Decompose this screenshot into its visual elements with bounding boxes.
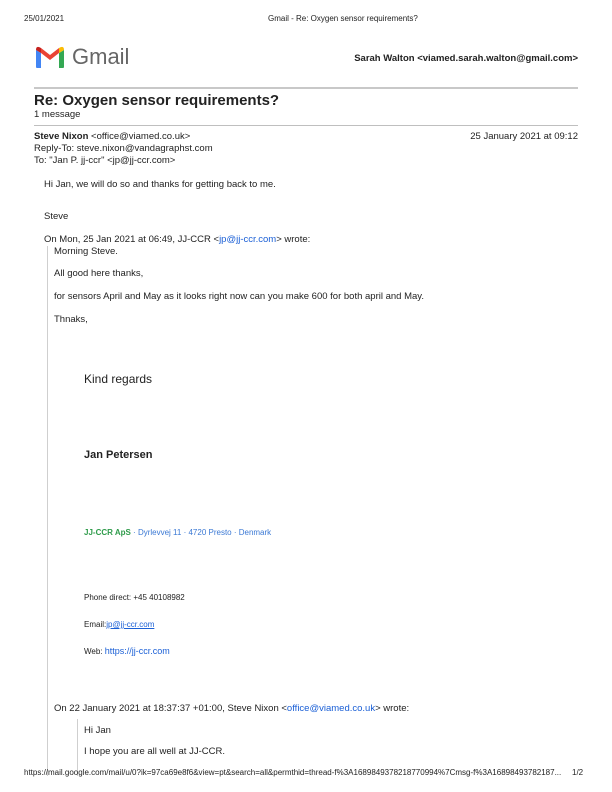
signature-regards: Kind regards (84, 372, 153, 386)
thread-subject: Re: Oxygen sensor requirements? (34, 92, 280, 109)
signature-name: Jan Petersen (84, 449, 153, 461)
subject-divider (34, 125, 578, 126)
gmail-logo-icon (34, 44, 66, 68)
inner-quote-email-link[interactable]: office@viamed.co.uk (286, 703, 376, 714)
quoted-line-1: Morning Steve. (54, 246, 118, 257)
signature-company-line (84, 528, 271, 537)
account-user: Sarah Walton <viamed.sarah.walton@gmail.com> (354, 53, 578, 64)
body-line-1: Hi Jan, we will do so and thanks for getting back to me. (44, 179, 276, 190)
quoted-line-3: for sensors April and May as it looks right now can you make 600 for both april and May. (54, 291, 424, 302)
quote-bar (47, 246, 48, 776)
to-recipient: To: "Jan P. jj-ccr" <jp@jj-ccr.com> (34, 155, 176, 166)
body-signoff: Steve (44, 211, 69, 222)
signature-web-line: Web: https://jj-ccr.com (84, 646, 170, 656)
sender-email[interactable]: <office@viamed.co.uk> (91, 131, 191, 142)
header-divider (34, 87, 578, 89)
message-date: 25 January 2021 at 09:12 (470, 131, 578, 142)
reply-to: Reply-To: steve.nixon@vandagraphst.com (34, 143, 213, 154)
print-url: https://mail.google.com/mail/u/0?ik=97ca69e8f6&view=pt&search=all&permthid=thread-f%3A1689849378218770994%7Cmsg-f%3A16898493782187... (24, 768, 562, 777)
inner-quote-header: On 22 January 2021 at 18:37:37 +01:00, Steve Nixon <office@viamed.co.uk> wrote: (54, 703, 410, 714)
quote-header-email-link[interactable]: jp@jj-ccr.com (219, 234, 277, 245)
quoted-line-4: Thnaks, (54, 314, 88, 325)
signature-email-line: Email:jp@jj-ccr.com (84, 620, 155, 629)
gmail-wordmark: Gmail (72, 44, 130, 69)
print-date: 25/01/2021 (24, 14, 65, 23)
message-count: 1 message (34, 109, 81, 120)
print-page-number: 1/2 (572, 768, 584, 777)
signature-phone: Phone direct: +45 40108982 (84, 593, 185, 602)
signature-address: · Dyrlevvej 11 · 4720 Presto · Denmark (130, 528, 272, 537)
inner-quote-line-2: I hope you are all well at JJ-CCR. (84, 746, 225, 757)
sender (34, 131, 190, 142)
inner-quote-line-1: Hi Jan (84, 725, 111, 736)
quoted-line-2: All good here thanks, (54, 268, 144, 279)
quote-header: On Mon, 25 Jan 2021 at 06:49, JJ-CCR <jp@jj-ccr.com> wrote: (44, 234, 311, 245)
print-title: Gmail - Re: Oxygen sensor requirements? (268, 14, 418, 23)
sender-name: Steve Nixon (34, 131, 89, 142)
signature-email-link[interactable]: jp@jj-ccr.com (106, 620, 155, 629)
signature-company: JJ-CCR ApS (84, 528, 131, 537)
signature-web-link[interactable]: https://jj-ccr.com (104, 646, 170, 656)
